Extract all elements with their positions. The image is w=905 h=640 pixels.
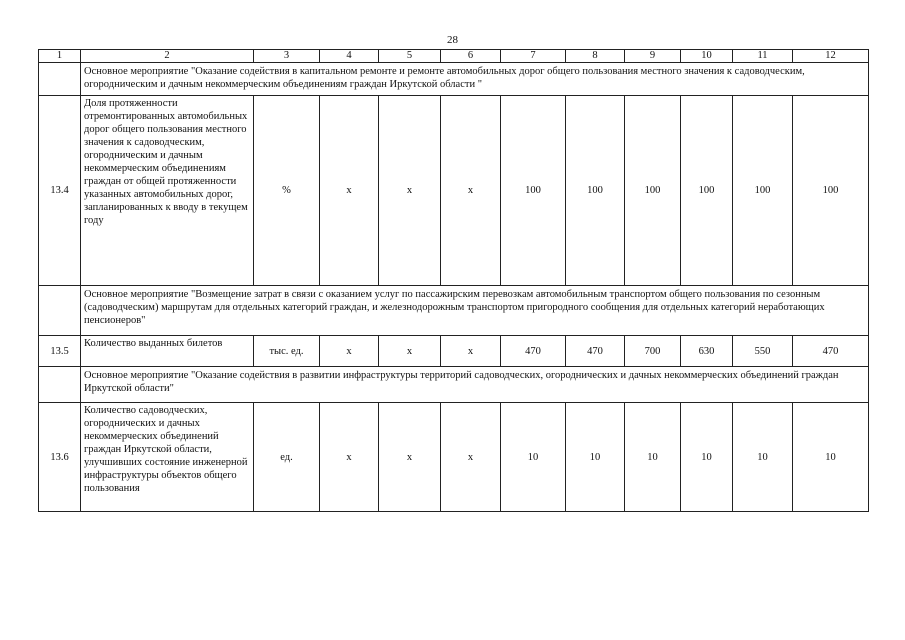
column-number-header: 12 [793, 50, 869, 63]
value-cell: x [320, 403, 379, 512]
value-cell: 100 [733, 96, 793, 286]
column-number-header: 4 [320, 50, 379, 63]
table-row [39, 336, 869, 367]
value-cell: 100 [681, 96, 733, 286]
table-row [39, 403, 869, 512]
section-row-spacer [39, 367, 81, 403]
section-title: Основное мероприятие "Оказание содействия в развитии инфраструктуры территорий садоводческих, огороднических и дачных некоммерческих объединений граждан Иркутской области" [81, 367, 869, 403]
section-row-spacer [39, 286, 81, 336]
value-cell: 470 [566, 336, 625, 367]
column-number-header: 11 [733, 50, 793, 63]
section-row [39, 63, 869, 96]
column-number-header: 1 [39, 50, 81, 63]
value-cell: 10 [733, 403, 793, 512]
column-number-row [39, 50, 869, 63]
value-cell: 100 [625, 96, 681, 286]
unit-cell: тыс. ед. [254, 336, 320, 367]
section-title: Основное мероприятие "Оказание содействия в капитальном ремонте и ремонте автомобильных дорог общего пользования местного значения к садоводческим, огородническим и дачным некоммерческим объединениям граждан Иркутской области " [81, 63, 869, 96]
value-cell: 700 [625, 336, 681, 367]
value-cell: 470 [793, 336, 869, 367]
unit-cell: % [254, 96, 320, 286]
value-cell: x [379, 96, 441, 286]
value-cell: x [379, 336, 441, 367]
value-cell: 470 [501, 336, 566, 367]
value-cell: 100 [566, 96, 625, 286]
column-number-header: 3 [254, 50, 320, 63]
section-row [39, 286, 869, 336]
indicator-name: Доля протяженности отремонтированных автомобильных дорог общего пользования местного значения к садоводческим, огородническим и дачным некоммерческим объединениям граждан от общей протяженности указанных автомобильных дорог, запланированных к вводу в текущем году [81, 96, 254, 286]
value-cell: 100 [501, 96, 566, 286]
section-row-spacer [39, 63, 81, 96]
section-row [39, 367, 869, 403]
value-cell: x [320, 96, 379, 286]
value-cell: x [320, 336, 379, 367]
column-number-header: 8 [566, 50, 625, 63]
section-title: Основное мероприятие "Возмещение затрат в связи с оказанием услуг по пассажирским перевозкам автомобильным транспортом общего пользования по сезонным (садоводческим) маршрутам для отдельных категорий граждан, и железнодорожным транспортом пригородного сообщения для отдельных категорий неработающих пенсионеров" [81, 286, 869, 336]
value-cell: 10 [566, 403, 625, 512]
value-cell: 10 [625, 403, 681, 512]
value-cell: x [379, 403, 441, 512]
table-row [39, 96, 869, 286]
value-cell: 100 [793, 96, 869, 286]
column-number-header: 10 [681, 50, 733, 63]
row-number: 13.4 [39, 96, 81, 286]
column-number-header: 2 [81, 50, 254, 63]
column-number-header: 9 [625, 50, 681, 63]
page-number: 28 [447, 34, 458, 46]
column-number-header: 7 [501, 50, 566, 63]
row-number: 13.6 [39, 403, 81, 512]
value-cell: 10 [793, 403, 869, 512]
column-number-header: 5 [379, 50, 441, 63]
value-cell: x [441, 403, 501, 512]
value-cell: x [441, 96, 501, 286]
value-cell: 630 [681, 336, 733, 367]
row-number: 13.5 [39, 336, 81, 367]
value-cell: 550 [733, 336, 793, 367]
indicator-name: Количество садоводческих, огороднических и дачных некоммерческих объединений граждан Иркутской области, улучшивших состояние инженерной инфраструктуры объектов общего пользования [81, 403, 254, 512]
value-cell: x [441, 336, 501, 367]
column-number-header: 6 [441, 50, 501, 63]
value-cell: 10 [681, 403, 733, 512]
unit-cell: ед. [254, 403, 320, 512]
indicator-name: Количество выданных билетов [81, 336, 254, 367]
value-cell: 10 [501, 403, 566, 512]
indicators-table [38, 49, 869, 512]
